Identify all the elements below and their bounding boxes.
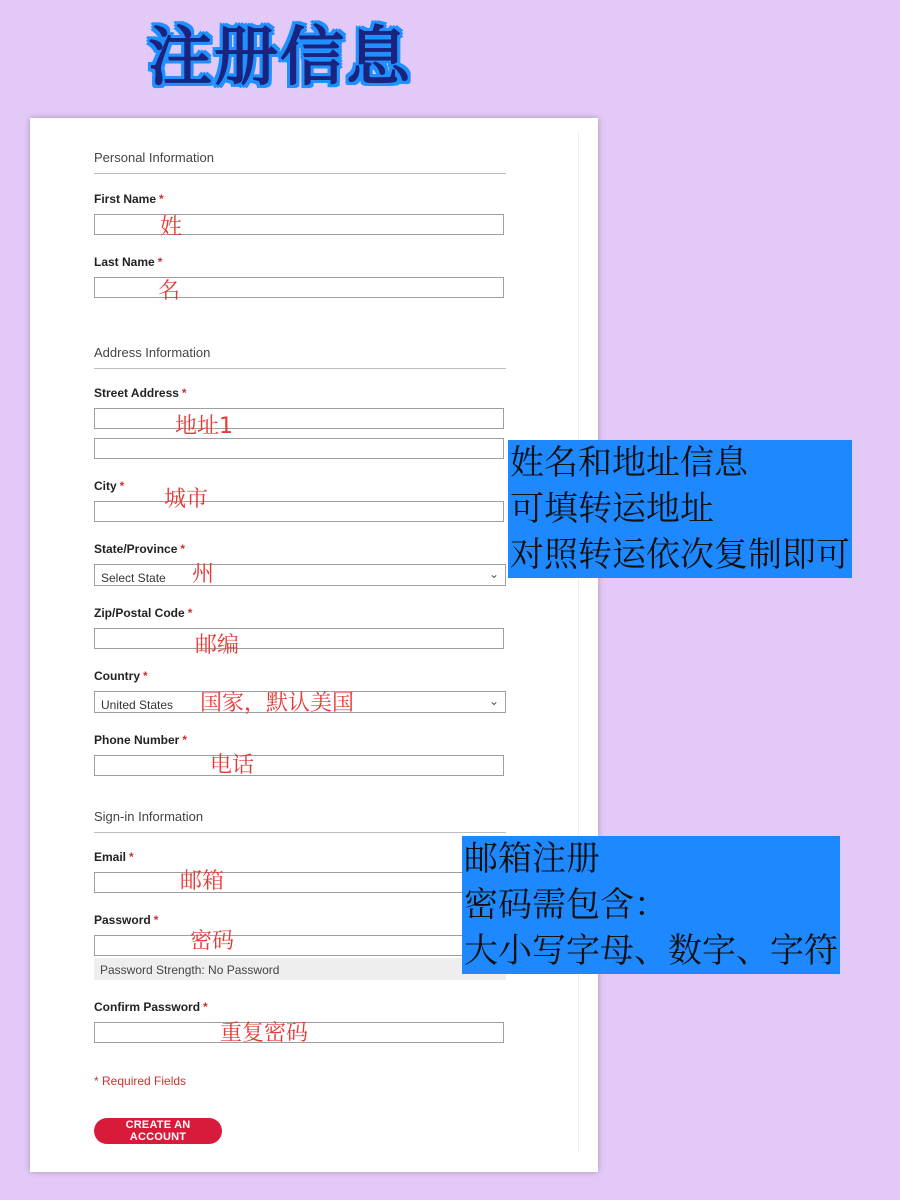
required-star: *: [187, 606, 193, 620]
country-select[interactable]: United States ⌄: [94, 691, 506, 713]
address-callout-line: 对照转运依次复制即可: [508, 532, 852, 578]
annotation-city: 城市: [164, 487, 209, 512]
chevron-down-icon: ⌄: [488, 567, 499, 581]
confirm-password-label: Confirm Password *: [94, 1000, 208, 1014]
address-callout: [508, 440, 852, 578]
street-address-line2-input[interactable]: [94, 438, 504, 459]
last-name-input[interactable]: [94, 277, 504, 298]
country-label: Country *: [94, 669, 148, 683]
city-label: City *: [94, 479, 125, 493]
annotation-phone: 电话: [210, 753, 255, 778]
required-star: *: [181, 386, 187, 400]
required-fields-note: * Required Fields: [94, 1074, 187, 1088]
state-select[interactable]: Select State ⌄: [94, 564, 506, 586]
annotation-last-name: 名: [158, 279, 181, 304]
personal-section-heading: Personal Information: [94, 150, 506, 174]
last-name-label: Last Name *: [94, 255, 163, 269]
signin-callout-line: 邮箱注册: [462, 836, 840, 882]
required-star: *: [157, 255, 163, 269]
required-star: *: [180, 542, 186, 556]
required-star: *: [159, 192, 164, 206]
annotation-country: 国家，默认美国: [200, 691, 355, 716]
address-callout-line: 可填转运地址: [508, 486, 852, 532]
address-callout-line: 姓名和地址信息: [508, 440, 852, 486]
signin-section-heading: Sign-in Information: [94, 809, 506, 833]
annotation-email: 邮箱: [180, 869, 225, 894]
chevron-down-icon: ⌄: [488, 694, 499, 708]
required-star: *: [129, 850, 134, 864]
signin-callout-line: 密码需包含：: [462, 882, 840, 928]
email-label: Email *: [94, 850, 134, 864]
street-address-label: Street Address *: [94, 386, 187, 400]
page-title: 注册信息: [148, 21, 412, 95]
annotation-password: 密码: [190, 929, 235, 954]
street-address-line1-input[interactable]: [94, 408, 504, 429]
password-strength-meter: Password Strength: No Password: [94, 958, 506, 980]
password-label: Password *: [94, 913, 159, 927]
email-input[interactable]: [94, 872, 504, 893]
required-star: *: [143, 669, 148, 683]
create-account-button[interactable]: CREATE AN ACCOUNT: [94, 1118, 222, 1144]
phone-label: Phone Number *: [94, 733, 188, 747]
state-label: State/Province *: [94, 542, 186, 556]
annotation-confirm: 重复密码: [220, 1021, 309, 1046]
first-name-input[interactable]: [94, 214, 504, 235]
address-section-heading: Address Information: [94, 345, 506, 369]
password-input[interactable]: [94, 935, 504, 956]
annotation-street: 地址1: [175, 414, 233, 439]
required-star: *: [119, 479, 125, 493]
required-star: *: [153, 913, 159, 927]
first-name-label: First Name *: [94, 192, 164, 206]
signin-callout: [462, 836, 840, 974]
zip-label: Zip/Postal Code *: [94, 606, 193, 620]
annotation-zip: 邮编: [195, 633, 240, 658]
required-star: *: [182, 733, 188, 747]
required-star: *: [203, 1000, 208, 1014]
annotation-state: 州: [192, 562, 215, 587]
signin-callout-line: 大小写字母、数字、字符: [462, 928, 840, 974]
registration-form-card: [30, 118, 598, 1172]
city-input[interactable]: [94, 501, 504, 522]
annotation-first-name: 姓: [160, 215, 183, 240]
zip-input[interactable]: [94, 628, 504, 649]
phone-input[interactable]: [94, 755, 504, 776]
